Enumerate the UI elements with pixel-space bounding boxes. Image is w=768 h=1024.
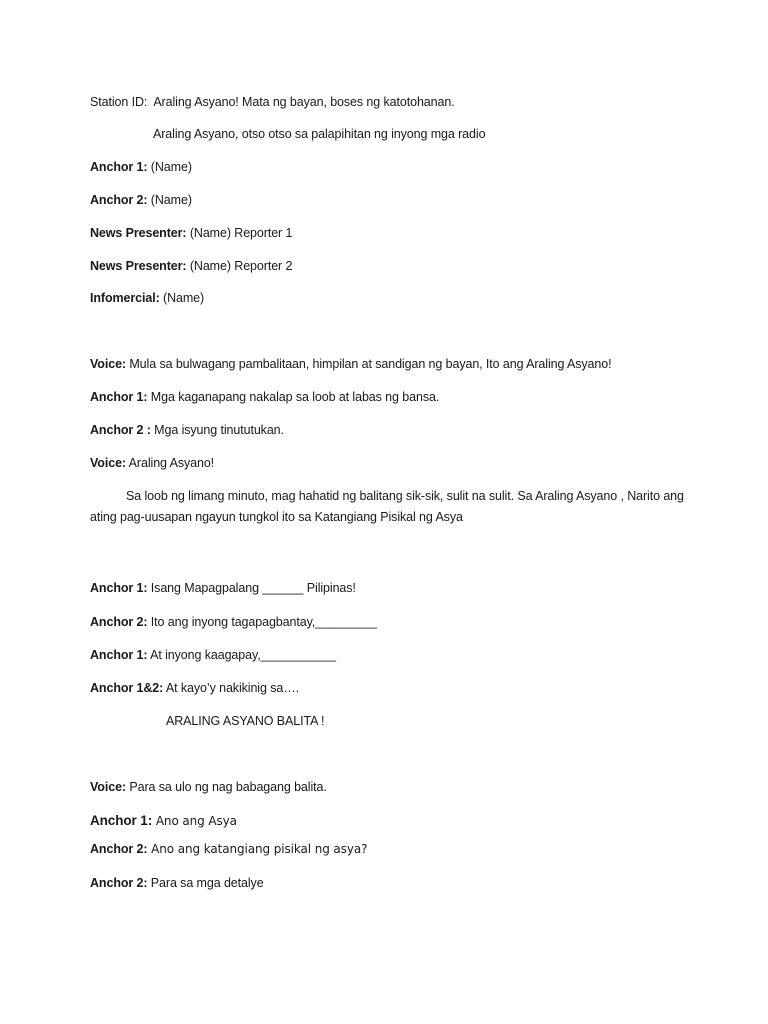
line-label: Station ID: bbox=[90, 95, 148, 109]
line-label: Voice: bbox=[90, 357, 126, 371]
line-text: ARALING ASYANO BALITA ! bbox=[166, 714, 325, 728]
line-label: Anchor 2: bbox=[90, 193, 148, 207]
line-text: Araling Asyano, otso otso sa palapihitan ng inyong mga radio bbox=[153, 127, 486, 141]
anchor-2-line bbox=[90, 192, 192, 208]
line-label: Anchor 1: bbox=[90, 813, 153, 828]
line-text: Araling Asyano! bbox=[126, 456, 215, 470]
voice-intro-line bbox=[90, 356, 612, 372]
line-label: Anchor 2: bbox=[90, 615, 148, 629]
line-label: Anchor 1: bbox=[90, 648, 148, 662]
line-label: Anchor 1: bbox=[90, 160, 148, 174]
line-text: Para sa ulo ng nag babagang balita. bbox=[126, 780, 327, 794]
anchor-2-line bbox=[90, 614, 377, 630]
station-id-tagline bbox=[153, 126, 485, 142]
anchor-1-line bbox=[90, 647, 336, 663]
line-label: News Presenter: bbox=[90, 226, 187, 240]
voice-line bbox=[90, 455, 214, 471]
news-presenter-2-line bbox=[90, 258, 292, 274]
voice-headline-line bbox=[90, 779, 327, 795]
anchor-2-line bbox=[90, 422, 284, 438]
line-label: Anchor 2: bbox=[90, 876, 148, 890]
line-label: Anchor 2: bbox=[90, 842, 148, 856]
line-label: Anchor 1&2: bbox=[90, 681, 164, 695]
anchor-1-line bbox=[90, 159, 192, 175]
news-presenter-1-line bbox=[90, 225, 292, 241]
line-text: Ano ang Asya bbox=[152, 814, 237, 828]
line-label: Anchor 1: bbox=[90, 390, 148, 404]
line-label: Infomercial: bbox=[90, 291, 160, 305]
line-text: Mga isyung tinututukan. bbox=[150, 423, 284, 437]
intro-paragraph bbox=[90, 486, 690, 528]
line-text: (Name) bbox=[147, 193, 192, 207]
infomercial-line bbox=[90, 290, 204, 306]
line-text: Ano ang katangiang pisikal ng asya? bbox=[147, 842, 368, 856]
line-label: Anchor 1: bbox=[90, 581, 148, 595]
line-text: At kayo’y nakikinig sa…. bbox=[163, 681, 299, 695]
line-text: Isang Mapagpalang ______ Pilipinas! bbox=[147, 581, 356, 595]
line-text: (Name) bbox=[147, 160, 192, 174]
line-text: At inyong kaagapay,___________ bbox=[147, 648, 336, 662]
line-text: Araling Asyano! Mata ng bayan, boses ng katotohanan. bbox=[147, 95, 455, 109]
line-text: Mula sa bulwagang pambalitaan, himpilan at sandigan ng bayan, Ito ang Araling Asyano! bbox=[126, 357, 612, 371]
anchor-1-2-line bbox=[90, 680, 299, 696]
line-text: Para sa mga detalye bbox=[147, 876, 264, 890]
line-text: (Name) Reporter 2 bbox=[186, 259, 293, 273]
anchor-1-line bbox=[90, 389, 439, 405]
line-text: (Name) bbox=[159, 291, 205, 305]
anchor-1-line bbox=[90, 580, 356, 596]
line-label: News Presenter: bbox=[90, 259, 187, 273]
anchor-1-line bbox=[90, 813, 237, 829]
line-label: Voice: bbox=[90, 780, 126, 794]
line-text: (Name) Reporter 1 bbox=[186, 226, 293, 240]
anchor-2-line bbox=[90, 875, 264, 891]
araling-asyano-balita-title bbox=[166, 713, 324, 729]
line-label: Voice: bbox=[90, 456, 126, 470]
line-text: Ito ang inyong tagapagbantay,_________ bbox=[147, 615, 377, 629]
line-text: Mga kaganapang nakalap sa loob at labas ng bansa. bbox=[147, 390, 440, 404]
paragraph-text: Sa loob ng limang minuto, mag hahatid ng balitang sik-sik, sulit na sulit. Sa Araling Asyano , Narito ang ating pag-uusapan ngayun tungkol ito sa Katangiang Pisikal ng Asya bbox=[90, 489, 691, 524]
line-label: Anchor 2 : bbox=[90, 423, 151, 437]
station-id-line bbox=[90, 94, 455, 110]
anchor-2-line bbox=[90, 841, 367, 857]
